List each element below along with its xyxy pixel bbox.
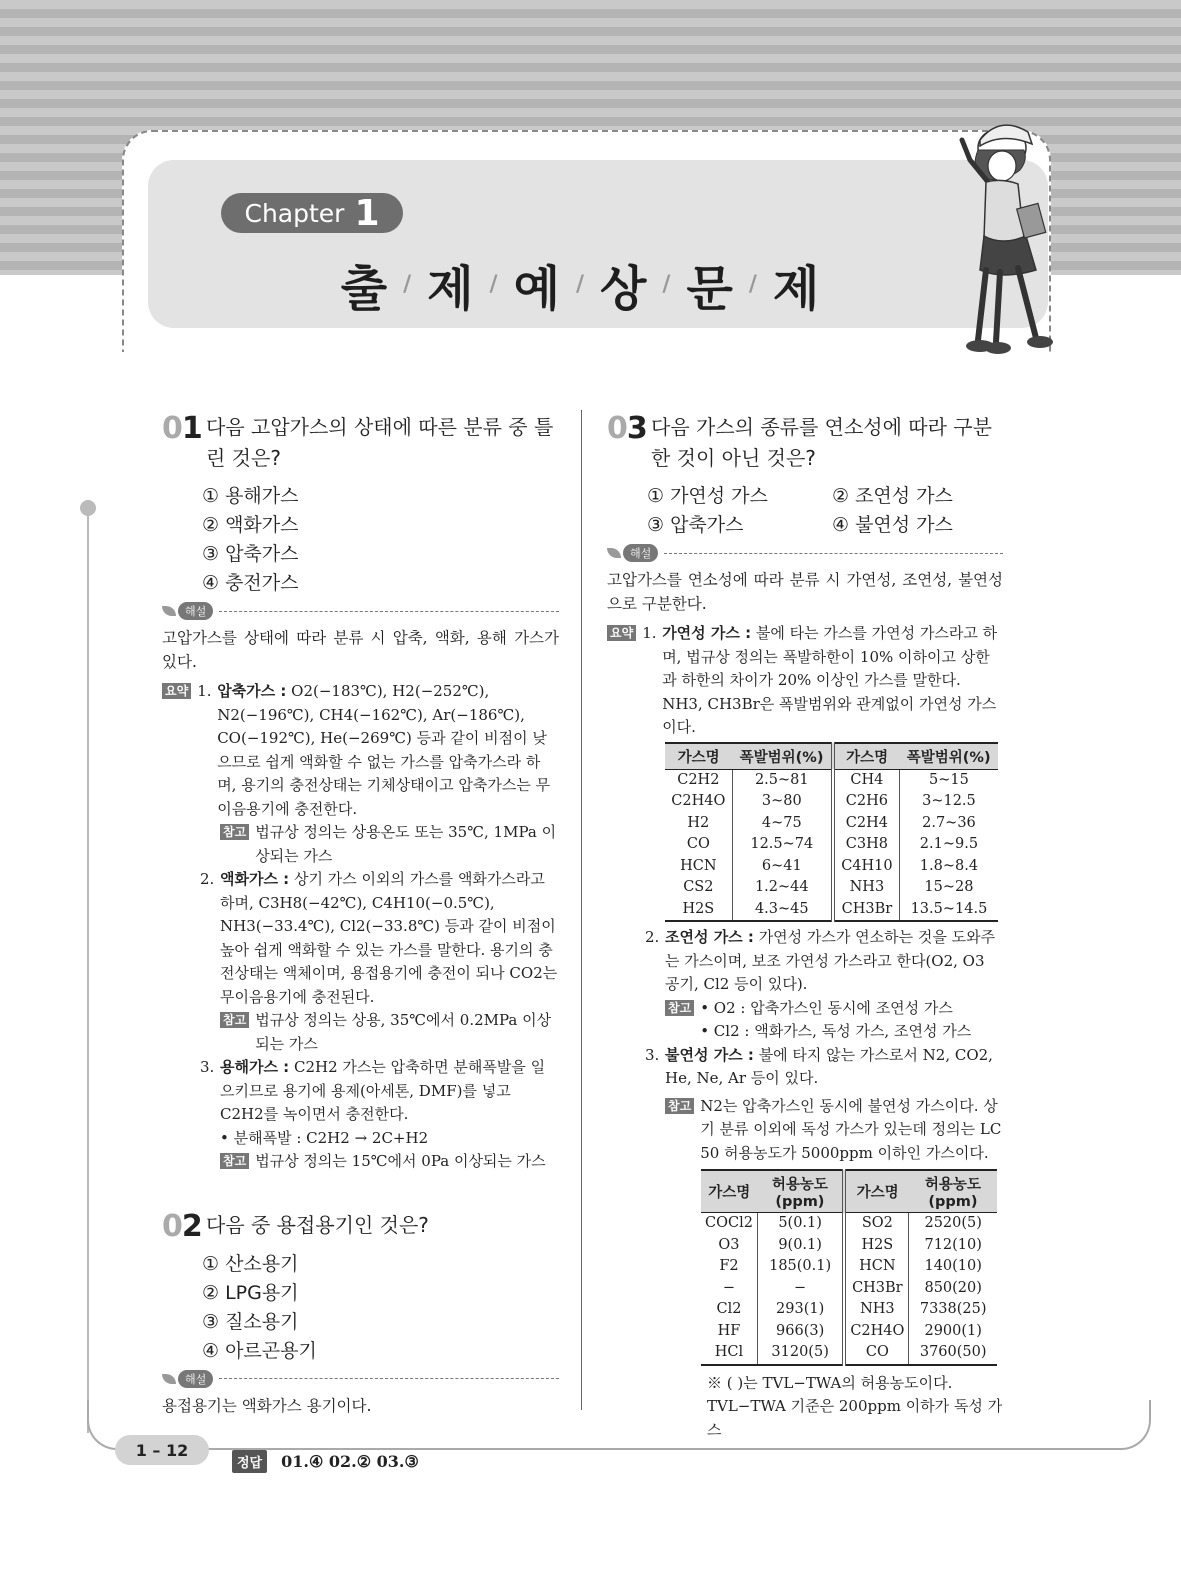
option: ① 산소용기 [202,1252,299,1275]
explanation-text: 고압가스를 연소성에 따라 분류 시 가연성, 조연성, 불연성으로 구분한다. [607,571,1003,613]
page-title [300,250,860,319]
table-row: HF 966(3) C2H4O 2900(1) [701,1321,997,1343]
table-row: Cl2 293(1) NH3 7338(25) [701,1299,997,1321]
chapter-badge [221,193,403,233]
table-header: 가스명 [665,743,732,770]
table-header: 폭발범위(%) [899,743,998,770]
option: ① 용해가스 [202,485,299,507]
left-column [162,412,559,1418]
option: ② 조연성 가스 [832,485,953,507]
column-divider [581,410,582,1410]
item-text: 불에 타는 가스를 가연성 가스라고 하며, 법규상 정의는 폭발하한이 10% 이하이고 상한과 하한의 차이가 20% 이상인 가스를 말한다. NH3, CH3Br은 폭발범위와 관계없이 가연성 가스이다. [662,624,998,736]
question-03 [607,412,1003,1442]
question-number: 03 [607,411,647,446]
title-separator: / [403,272,412,297]
reference-note [220,1150,559,1174]
summary-item-1: 요약 1. 가연성 가스 : 불에 타는 가스를 가연성 가스라고 하며, 법규상 정의는 폭발하한이 10% 이하이고 상한과 하한의 차이가 20% 이상인 가스를 말한다. NH3, CH3Br은 폭발범위와 관계없이 가연성 가스이다. [607,622,1003,740]
question-number: 02 [162,1208,202,1244]
explanation-header [162,1370,559,1388]
table-header: 허용농도 (ppm) [909,1170,997,1213]
option: ③ 압축가스 [202,543,299,565]
table-row: HCN 6~41 C4H10 1.8~8.4 [665,856,998,878]
answer-key [232,1450,419,1473]
option: ① 가연성 가스 [647,485,768,507]
item-heading: 가연성 가스 : [662,624,752,642]
leaf-icon [162,606,176,616]
reference-tag: 참고 [220,824,249,840]
title-char: 출 [340,261,388,317]
chapter-word: Chapter [244,198,345,228]
table-header: 가스명 [844,1170,909,1213]
reference-text: 법규상 정의는 15℃에서 0Pa 이상되는 가스 [255,1152,546,1170]
mascot-illustration [940,110,1060,365]
question-02 [162,1210,559,1418]
item-text: O2(−183℃), H2(−252℃), N2(−196℃), CH4(−162℃), Ar(−186℃), CO(−192℃), He(−269℃) 등과 같이 비점이 낮으므로 쉽게 액화할 수 없는 가스를 압축가스라 하며, 용기의 충전상태는 기체상태이고 압축가스는 무이음용기에 충전한다. [217,682,551,818]
reference-note [220,821,559,868]
option: ③ 압축가스 [647,514,744,536]
side-line [87,508,89,1433]
title-char: 상 [600,261,647,317]
table-row: C2H2 2.5~81 CH4 5~15 [665,769,998,791]
summary-item-2: 2. 조연성 가스 : 가연성 가스가 연소하는 것을 도와주는 가스이며, 보조 가연성 가스라고 한다(O2, O3 공기, Cl2 등이 있다). [645,928,996,993]
table-row: CS2 1.2~44 NH3 15~28 [665,877,998,899]
option: ④ 아르곤용기 [202,1339,317,1362]
answer-tag: 정답 [232,1450,267,1473]
summary-item-2: 2. 액화가스 : 상기 가스 이외의 가스를 액화가스라고 하며, C3H8(−42℃), C4H10(−0.5℃), NH3(−33.4℃), Cl2(−33.8℃) 등과 같이 비점이 높아 쉽게 액화할 수 있는 가스를 말한다. 용기의 충전상태는 액체이며, 용접용기에 충전이 되나 CO2는 무이음용기에 충전된다. [200,870,558,1006]
option: ④ 불연성 가스 [832,514,953,536]
item-text: 상기 가스 이외의 가스를 액화가스라고 하며, C3H8(−42℃), C4H10(−0.5℃), NH3(−33.4℃), Cl2(−33.8℃) 등과 같이 비점이 높아 쉽게 액화할 수 있는 가스를 말한다. 용기의 충전상태는 액체이며, 용접용기에 충전이 되나 CO2는 무이음용기에 충전된다. [220,870,558,1006]
reference-note [665,997,1003,1044]
table-row: C2H4O 3~80 C2H6 3~12.5 [665,791,998,813]
table-row: H2 4~75 C2H4 2.7~36 [665,813,998,835]
explanation-text: 고압가스를 상태에 따라 분류 시 압축, 액화, 용해 가스가 있다. [162,629,559,671]
reference-text: • O2 : 압축가스인 동시에 조연성 가스 [700,998,953,1017]
question-text: 다음 가스의 종류를 연소성에 따라 구분한 것이 아닌 것은? [651,415,992,470]
table-note: ※ ( )는 TVL−TWA의 허용농도이다. TVL−TWA 기준은 200ppm 이하가 독성 가스 [707,1373,1003,1439]
title-separator: / [575,272,585,297]
toxicity-table [701,1169,997,1366]
explanation-badge: 해설 [178,602,213,620]
title-char: 제 [427,261,474,317]
explanation-badge: 해설 [178,1370,213,1388]
title-separator: / [748,272,757,297]
summary-item-1: 요약 1. 압축가스 : O2(−183℃), H2(−252℃), N2(−196℃), CH4(−162℃), Ar(−186℃), CO(−192℃), He(−269℃) 등과 같이 비점이 낮으므로 쉽게 액화할 수 없는 가스를 압축가스라 하며, 용기의 충전상태는 기체상태이고 압축가스는 무이음용기에 충전한다. [162,680,559,821]
question-number: 01 [162,411,202,446]
reference-tag: 참고 [220,1012,249,1028]
item-heading: 용해가스 : [220,1058,290,1076]
reference-text: 법규상 정의는 상용온도 또는 35℃, 1MPa 이상되는 가스 [255,823,557,865]
flammable-range-table [665,742,998,923]
item-text: C2H2 가스는 압축하면 분해폭발을 일으키므로 용기에 용제(아세톤, DMF)를 넣고 C2H2를 녹이면서 충전한다. [220,1058,546,1123]
question-text: 다음 고압가스의 상태에 따른 분류 중 틀린 것은? [206,415,554,470]
chapter-number: 1 [354,192,380,234]
item-heading: 불연성 가스 : [665,1045,754,1064]
right-column [607,412,1003,1442]
reference-note [220,1009,559,1056]
table-row: CO 12.5~74 C3H8 2.1~9.5 [665,834,998,856]
table-row: O3 9(0.1) H2S 712(10) [701,1235,997,1257]
title-char: 문 [686,261,733,317]
option: ④ 충전가스 [202,572,299,594]
explanation-badge: 해설 [623,544,658,562]
item-heading: 압축가스 : [217,682,287,700]
explanation-text: 용접용기는 액화가스 용기이다. [162,1396,372,1415]
table-row: F2 185(0.1) HCN 140(10) [701,1256,997,1278]
table-row: COCl2 5(0.1) SO2 2520(5) [701,1213,997,1235]
leaf-icon [162,1374,176,1384]
title-char: 제 [772,261,820,317]
summary-item-3: 3. 불연성 가스 : 불에 타지 않는 가스로서 N2, CO2, He, Ne, Ar 등이 있다. [645,1045,993,1087]
summary-item-3: 3. 용해가스 : C2H2 가스는 압축하면 분해폭발을 일으키므로 용기에 용제(아세톤, DMF)를 넣고 C2H2를 녹이면서 충전한다. • 분해폭발 : C2H2 → 2C+H2 [200,1056,559,1150]
title-separator: / [489,272,498,297]
explanation-header [162,602,559,620]
reference-tag: 참고 [220,1153,249,1169]
title-char: 예 [513,261,560,317]
answer-values: 01.④ 02.② 03.③ [281,1452,419,1471]
option: ③ 질소용기 [202,1310,299,1333]
explanation-header [607,544,1003,562]
reference-text: N2는 압축가스인 동시에 불연성 가스이다. 상기 분류 이외에 독성 가스가 있는데 정의는 LC 50 허용농도가 5000ppm 이하인 가스이다. [700,1096,1002,1162]
table-row: HCl 3120(5) CO 3760(50) [701,1342,997,1365]
item-text: 가연성 가스가 연소하는 것을 도와주는 가스이며, 보조 가연성 가스라고 한다(O2, O3 공기, Cl2 등이 있다). [665,928,996,993]
question-text: 다음 중 용접용기인 것은? [206,1212,429,1237]
table-row: − − CH3Br 850(20) [701,1278,997,1300]
reference-tag: 참고 [665,1000,694,1016]
reference-tag: 참고 [665,1098,694,1114]
table-header: 폭발범위(%) [732,743,833,770]
item-bullet: • 분해폭발 : C2H2 → 2C+H2 [220,1128,429,1147]
option: ② LPG용기 [202,1281,299,1304]
reference-note [665,1095,1003,1166]
table-header: 허용농도 (ppm) [757,1170,844,1213]
table-header: 가스명 [701,1170,757,1213]
reference-text: 법규상 정의는 상용, 35℃에서 0.2MPa 이상되는 가스 [255,1011,552,1053]
table-header: 가스명 [833,743,899,770]
question-01 [162,412,559,1174]
option: ② 액화가스 [202,514,299,536]
page-number: 1 – 12 [115,1435,209,1465]
table-row: H2S 4.3~45 CH3Br 13.5~14.5 [665,899,998,922]
title-separator: / [662,272,671,297]
leaf-icon [607,548,621,558]
item-heading: 액화가스 : [220,870,290,888]
summary-tag: 요약 [607,625,636,641]
item-text: 불에 타지 않는 가스로서 N2, CO2, He, Ne, Ar 등이 있다. [665,1045,993,1087]
reference-text: • Cl2 : 액화가스, 독성 가스, 조연성 가스 [700,1022,972,1040]
item-heading: 조연성 가스 : [665,928,754,946]
summary-tag: 요약 [162,683,191,699]
